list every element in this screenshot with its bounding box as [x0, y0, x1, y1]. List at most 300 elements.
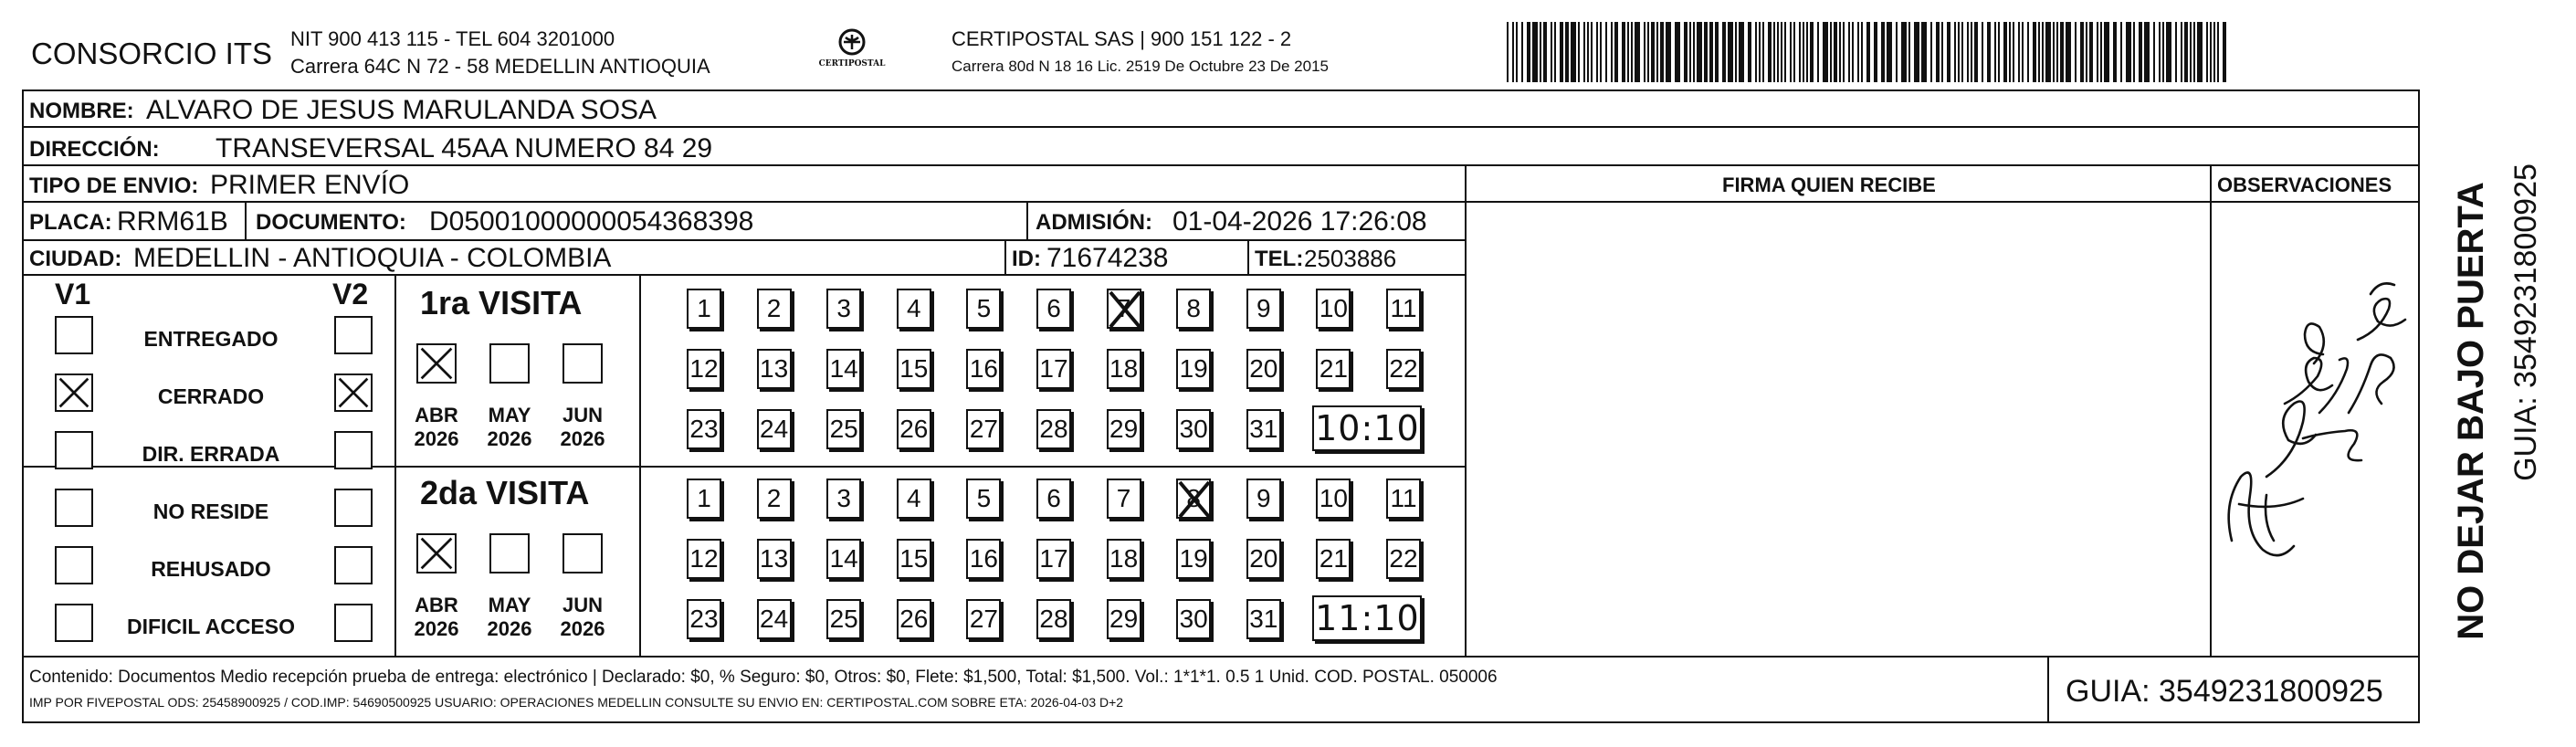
day-box[interactable] — [826, 409, 861, 449]
day-number: 30 — [1179, 605, 1208, 633]
nombre-label: NOMBRE: — [29, 99, 134, 123]
day-number: 1 — [697, 484, 711, 512]
signature-area — [1467, 203, 2210, 656]
barcode-bar — [1578, 22, 1580, 82]
day-number: 21 — [1319, 354, 1348, 383]
barcode-bar — [1857, 22, 1859, 82]
barcode-bar — [2162, 22, 2164, 82]
barcode-bar — [1587, 22, 1589, 82]
v2-checkbox[interactable] — [334, 431, 373, 469]
side-strip — [2418, 89, 2420, 723]
barcode-bar — [1852, 22, 1854, 82]
barcode-bar — [2159, 22, 2161, 82]
barcode-bar — [2100, 22, 2102, 82]
day-box[interactable] — [1316, 539, 1351, 579]
visit-title: 1ra VISITA — [420, 284, 583, 321]
day-box[interactable] — [826, 479, 861, 519]
admision-label: ADMISIÓN: — [1036, 210, 1152, 235]
barcode-bar — [2120, 22, 2122, 82]
barcode-bar — [1777, 22, 1779, 82]
barcode-bar — [2190, 22, 2192, 82]
day-number: 17 — [1039, 544, 1068, 573]
day-number: 22 — [1389, 544, 1418, 573]
barcode-bar — [1762, 22, 1764, 82]
day-box[interactable] — [1036, 289, 1071, 329]
day-box[interactable] — [1176, 539, 1211, 579]
day-number: 5 — [976, 484, 992, 512]
day-box[interactable] — [897, 349, 931, 389]
barcode-bar — [2009, 22, 2011, 82]
day-box[interactable] — [1316, 479, 1351, 519]
barcode-bar — [1591, 22, 1593, 82]
day-number: 6 — [1046, 294, 1061, 322]
v2-checkbox[interactable] — [334, 489, 373, 527]
day-number: 25 — [829, 605, 858, 633]
barcode-bar — [1697, 22, 1702, 82]
barcode-bar — [1735, 22, 1737, 82]
day-box[interactable] — [1107, 479, 1141, 519]
barcode-bar — [2033, 22, 2036, 82]
ciudad-label: CIUDAD: — [29, 247, 122, 271]
v2-checkbox[interactable] — [334, 604, 373, 642]
day-number: 25 — [829, 415, 858, 443]
certipostal-logo-icon — [811, 27, 893, 77]
day-number: 18 — [1109, 544, 1139, 573]
barcode-bar — [1521, 22, 1523, 82]
day-box[interactable] — [687, 539, 721, 579]
barcode-bar — [1998, 22, 2000, 82]
barcode-bar — [1631, 22, 1633, 82]
barcode-bar — [2126, 22, 2131, 82]
day-number: 24 — [760, 415, 789, 443]
day-number: 29 — [1109, 605, 1139, 633]
barcode-bar — [2197, 22, 2203, 82]
month-name: ABR — [415, 404, 458, 426]
day-box[interactable] — [1386, 349, 1421, 389]
month-label — [548, 404, 617, 452]
month-year: 2026 — [560, 617, 605, 641]
day-number: 15 — [899, 354, 929, 383]
barcode-bar — [1896, 22, 1898, 82]
barcode-bar — [1715, 22, 1719, 82]
barcode-bar — [2213, 22, 2215, 82]
day-mark-icon — [1107, 289, 1143, 331]
barcode-bar — [1635, 22, 1640, 82]
v1-header: V1 — [55, 278, 91, 310]
barcode-bar — [1540, 22, 1541, 82]
barcode-bar — [2018, 22, 2020, 82]
day-box[interactable] — [757, 479, 792, 519]
day-box[interactable] — [1316, 349, 1351, 389]
barcode-bar — [1954, 22, 1956, 82]
barcode-bar — [2113, 22, 2117, 82]
month-checkbox[interactable] — [563, 343, 603, 384]
side-text-block — [2422, 91, 2543, 721]
day-number: 14 — [829, 544, 858, 573]
barcode-bar — [1861, 22, 1863, 82]
day-box[interactable] — [826, 349, 861, 389]
barcode-bar — [2075, 22, 2077, 82]
barcode-bar — [2022, 22, 2024, 82]
barcode-bar — [2181, 22, 2182, 82]
barcode-bar — [1982, 22, 1983, 82]
barcode-bar — [2217, 22, 2219, 82]
day-box[interactable] — [1246, 599, 1281, 639]
day-number: 10 — [1319, 294, 1348, 322]
barcode-bar — [1799, 22, 1801, 82]
direccion-value: TRANSEVERSAL 45AA NUMERO 84 29 — [216, 133, 713, 163]
day-box[interactable] — [1176, 409, 1211, 449]
day-number: 1 — [697, 294, 711, 322]
day-box[interactable] — [757, 289, 792, 329]
barcode-bar — [1881, 22, 1885, 82]
barcode-bar — [1554, 22, 1556, 82]
barcode-bar — [1823, 22, 1828, 82]
day-box[interactable] — [966, 539, 1001, 579]
day-box[interactable] — [687, 409, 721, 449]
barcode-bar — [1961, 22, 1963, 82]
day-number: 26 — [899, 415, 929, 443]
company-address: Carrera 64C N 72 - 58 MEDELLIN ANTIOQUIA — [290, 55, 710, 78]
v2-checkbox[interactable] — [334, 546, 373, 584]
barcode-bar — [1768, 22, 1772, 82]
barcode-bar — [1600, 22, 1602, 82]
barcode-bar — [1532, 22, 1538, 82]
barcode-bar — [1543, 22, 1547, 82]
barcode-bar — [2139, 22, 2142, 82]
day-number: 22 — [1389, 354, 1418, 383]
barcode-bar — [1666, 22, 1671, 82]
day-number: 3 — [836, 484, 851, 512]
day-number: 28 — [1039, 415, 1068, 443]
barcode-bar — [1941, 22, 1943, 82]
footer-line2: IMP POR FIVEPOSTAL ODS: 25458900925 / COD.IMP: 54690500925 USUARIO: OPERACIONES MEDELLIN CONSULTE SU ENVIO EN: CERTIPOSTAL.COM SOBRE ETA: 2026-04-03 D+2 — [29, 695, 1124, 710]
placa-value: RRM61B — [117, 206, 228, 237]
barcode-bar — [2086, 22, 2087, 82]
signature-header: FIRMA QUIEN RECIBE — [1722, 174, 1936, 196]
barcode-bar — [2066, 22, 2071, 82]
day-number: 13 — [760, 544, 789, 573]
day-number: 19 — [1179, 354, 1208, 383]
tipo-envio-value: PRIMER ENVÍO — [210, 170, 410, 200]
barcode-bar — [1565, 22, 1569, 82]
month-label — [402, 404, 471, 452]
barcode-bar — [1651, 22, 1655, 82]
barcode-bar — [2003, 22, 2007, 82]
v2-header: V2 — [332, 278, 369, 310]
barcode-bar — [2027, 22, 2029, 82]
observations-area — [2212, 203, 2416, 656]
day-number: 29 — [1109, 415, 1139, 443]
barcode-bar — [2060, 22, 2064, 82]
barcode-bar — [2042, 22, 2044, 82]
certipostal-logo — [811, 27, 893, 77]
day-box[interactable] — [1036, 539, 1071, 579]
day-number: 20 — [1249, 354, 1278, 383]
status-label: REHUSADO — [151, 557, 271, 581]
month-checkbox[interactable] — [563, 533, 603, 573]
barcode-bar — [1512, 22, 1514, 82]
barcode-bar — [1987, 22, 1991, 82]
day-box[interactable] — [826, 539, 861, 579]
barcode-bar — [1627, 22, 1629, 82]
day-number: 28 — [1039, 605, 1068, 633]
footer-line1: Contenido: Documentos Medio recepción prueba de entrega: electrónico | Declarado: $0, % Seguro: $0, Otros: $0, Flete: $1,500, Total: $1,500. Vol.: 1*1*1. 0.5 1 Unid. COD. POSTAL. 050006 — [29, 668, 1498, 687]
barcode-bar — [1930, 22, 1932, 82]
month-name: JUN — [562, 594, 603, 616]
barcode-bar — [2038, 22, 2040, 82]
nombre-value: ALVARO DE JESUS MARULANDA SOSA — [146, 95, 657, 125]
day-box[interactable] — [1036, 479, 1071, 519]
month-label — [402, 594, 471, 642]
day-box[interactable] — [1107, 599, 1141, 639]
day-box[interactable] — [757, 349, 792, 389]
month-label — [475, 594, 544, 642]
day-number: 23 — [689, 415, 719, 443]
barcode-bar — [1709, 22, 1713, 82]
barcode-bar — [1571, 22, 1576, 82]
barcode-bar — [1793, 22, 1795, 82]
status-label: DIFICIL ACCESO — [126, 615, 295, 638]
day-box[interactable] — [687, 349, 721, 389]
day-box[interactable] — [1176, 599, 1211, 639]
day-number: 30 — [1179, 415, 1208, 443]
day-number: 4 — [907, 484, 921, 512]
barcode-bar — [1967, 22, 1969, 82]
barcode-bar — [1527, 22, 1530, 82]
barcode-bar — [2144, 22, 2150, 82]
barcode-bar — [1507, 22, 1509, 82]
day-box[interactable] — [897, 479, 931, 519]
placa-label: PLACA: — [29, 210, 112, 235]
barcode-bar — [1887, 22, 1892, 82]
barcode-bar — [2053, 22, 2055, 82]
day-box[interactable] — [966, 479, 1001, 519]
barcode-bar — [1848, 22, 1850, 82]
day-box[interactable] — [1386, 289, 1421, 329]
barcode-bar — [1675, 22, 1680, 82]
barcode-bar — [1748, 22, 1751, 82]
barcode-bar — [2193, 22, 2195, 82]
v2-checkbox[interactable] — [334, 316, 373, 354]
tipo-envio-label: TIPO DE ENVIO: — [29, 174, 199, 198]
day-box[interactable] — [1176, 479, 1211, 519]
day-number: 11 — [1390, 484, 1417, 512]
day-box[interactable] — [1107, 289, 1141, 329]
day-box[interactable] — [966, 349, 1001, 389]
month-label — [548, 594, 617, 642]
barcode-bar — [1874, 22, 1877, 82]
day-number: 21 — [1319, 544, 1348, 573]
day-box[interactable] — [687, 289, 721, 329]
status-label: CERRADO — [157, 384, 265, 408]
barcode-bar — [1596, 22, 1598, 82]
barcode-bar — [1839, 22, 1841, 82]
id-label: ID: — [1012, 247, 1041, 271]
logo-text: CERTIPOSTAL — [818, 59, 886, 68]
barcode-bar — [2056, 22, 2058, 82]
day-number: 11 — [1390, 294, 1417, 322]
barcode-bar — [2097, 22, 2098, 82]
barcode-bar — [2133, 22, 2135, 82]
day-number: 20 — [1249, 544, 1278, 573]
day-number: 12 — [689, 544, 719, 573]
company-name: CONSORCIO ITS — [31, 37, 273, 70]
status-label: ENTREGADO — [143, 327, 279, 351]
barcode-bar — [1994, 22, 1996, 82]
month-name: MAY — [488, 404, 531, 426]
documento-value: D05001000000054368398 — [429, 206, 754, 237]
day-number: 9 — [1256, 294, 1271, 322]
barcode-bar — [2104, 22, 2109, 82]
barcode-bar — [1728, 22, 1733, 82]
tel-value: 2503886 — [1304, 245, 1397, 272]
month-checkbox[interactable] — [489, 533, 530, 573]
day-number: 14 — [829, 354, 858, 383]
month-checkbox[interactable] — [489, 343, 530, 384]
day-box[interactable] — [1176, 289, 1211, 329]
barcode — [1507, 22, 2228, 82]
day-number: 10 — [1319, 484, 1348, 512]
day-number: 17 — [1039, 354, 1068, 383]
day-box[interactable] — [1316, 289, 1351, 329]
day-number: 16 — [969, 354, 998, 383]
day-box[interactable] — [1036, 409, 1071, 449]
status-label: DIR. ERRADA — [142, 442, 280, 466]
barcode-bar — [1759, 22, 1761, 82]
barcode-bar — [2153, 22, 2155, 82]
barcode-bar — [2080, 22, 2084, 82]
barcode-bar — [2013, 22, 2014, 82]
barcode-bar — [1866, 22, 1870, 82]
day-number: 7 — [1116, 294, 1131, 322]
documento-label: DOCUMENTO: — [256, 210, 406, 235]
barcode-bar — [1784, 22, 1786, 82]
month-year: 2026 — [487, 617, 532, 641]
day-box[interactable] — [1107, 349, 1141, 389]
day-box[interactable] — [1246, 479, 1281, 519]
day-box[interactable] — [757, 599, 792, 639]
barcode-bar — [1921, 22, 1927, 82]
day-number: 31 — [1249, 605, 1278, 633]
day-box[interactable] — [826, 289, 861, 329]
month-checkbox[interactable] — [416, 343, 457, 384]
day-box[interactable] — [757, 539, 792, 579]
visit-title: 2da VISITA — [420, 474, 590, 511]
day-box[interactable] — [1246, 409, 1281, 449]
certipostal-line2: Carrera 80d N 18 16 Lic. 2519 De Octubre 23 De 2015 — [952, 58, 1329, 75]
day-box[interactable] — [1246, 289, 1281, 329]
day-box[interactable] — [897, 289, 931, 329]
side-guia: GUIA: 3549231800925 — [2508, 163, 2543, 481]
status-label: NO RESIDE — [152, 500, 269, 523]
day-number: 26 — [899, 605, 929, 633]
visit-time-box[interactable] — [1312, 405, 1422, 451]
day-box[interactable] — [1036, 349, 1071, 389]
id-value: 71674238 — [1046, 243, 1169, 273]
day-number: 27 — [969, 605, 998, 633]
day-box[interactable] — [966, 289, 1001, 329]
barcode-bar — [1611, 22, 1613, 82]
company-nit: NIT 900 413 115 - TEL 604 3201000 — [290, 27, 615, 50]
month-checkbox[interactable] — [416, 533, 457, 573]
day-number: 8 — [1186, 294, 1201, 322]
barcode-bar — [2184, 22, 2188, 82]
day-box[interactable] — [897, 409, 931, 449]
barcode-bar — [2166, 22, 2171, 82]
day-box[interactable] — [826, 599, 861, 639]
barcode-bar — [1974, 22, 1978, 82]
barcode-bar — [1843, 22, 1845, 82]
visit-time: 10:10 — [1315, 408, 1420, 448]
barcode-bar — [1689, 22, 1691, 82]
month-name: ABR — [415, 594, 458, 616]
barcode-bar — [1755, 22, 1757, 82]
barcode-bar — [1516, 22, 1518, 82]
day-box[interactable] — [1386, 479, 1421, 519]
day-box[interactable] — [1386, 539, 1421, 579]
barcode-bar — [1739, 22, 1744, 82]
month-year: 2026 — [560, 427, 605, 451]
day-box[interactable] — [966, 409, 1001, 449]
day-box[interactable] — [897, 599, 931, 639]
day-number: 5 — [976, 294, 992, 322]
visit-time-box[interactable] — [1312, 595, 1422, 641]
admision-value: 01-04-2026 17:26:08 — [1172, 206, 1427, 237]
direccion-label: DIRECCIÓN: — [29, 137, 160, 162]
barcode-bar — [1958, 22, 1960, 82]
day-box[interactable] — [1176, 349, 1211, 389]
day-box[interactable] — [1036, 599, 1071, 639]
day-number: 12 — [689, 354, 719, 383]
month-year: 2026 — [487, 427, 532, 451]
day-number: 19 — [1179, 544, 1208, 573]
barcode-bar — [1971, 22, 1972, 82]
barcode-bar — [1722, 22, 1726, 82]
day-box[interactable] — [966, 599, 1001, 639]
day-number: 9 — [1256, 484, 1271, 512]
barcode-bar — [1803, 22, 1804, 82]
barcode-bar — [1810, 22, 1814, 82]
certipostal-line1: CERTIPOSTAL SAS | 900 151 122 - 2 — [952, 27, 1292, 50]
barcode-bar — [1947, 22, 1950, 82]
day-box[interactable] — [1107, 409, 1141, 449]
day-number: 2 — [766, 294, 782, 322]
day-mark-icon — [1176, 479, 1213, 521]
day-number: 16 — [969, 544, 998, 573]
barcode-bar — [1790, 22, 1792, 82]
day-number: 7 — [1116, 484, 1131, 512]
day-box[interactable] — [1107, 539, 1141, 579]
day-box[interactable] — [687, 479, 721, 519]
barcode-bar — [1647, 22, 1649, 82]
day-box[interactable] — [1246, 539, 1281, 579]
day-number: 13 — [760, 354, 789, 383]
barcode-bar — [2175, 22, 2177, 82]
day-box[interactable] — [687, 599, 721, 639]
footer-guia: GUIA: 3549231800925 — [2066, 674, 2383, 709]
barcode-bar — [1622, 22, 1625, 82]
day-box[interactable] — [757, 409, 792, 449]
barcode-bar — [1908, 22, 1910, 82]
day-number: 27 — [969, 415, 998, 443]
v2-checkbox[interactable] — [334, 374, 373, 412]
observations-header: OBSERVACIONES — [2217, 174, 2392, 196]
barcode-bar — [1834, 22, 1837, 82]
day-box[interactable] — [1246, 349, 1281, 389]
tel-label: TEL: — [1255, 247, 1304, 271]
day-box[interactable] — [897, 539, 931, 579]
